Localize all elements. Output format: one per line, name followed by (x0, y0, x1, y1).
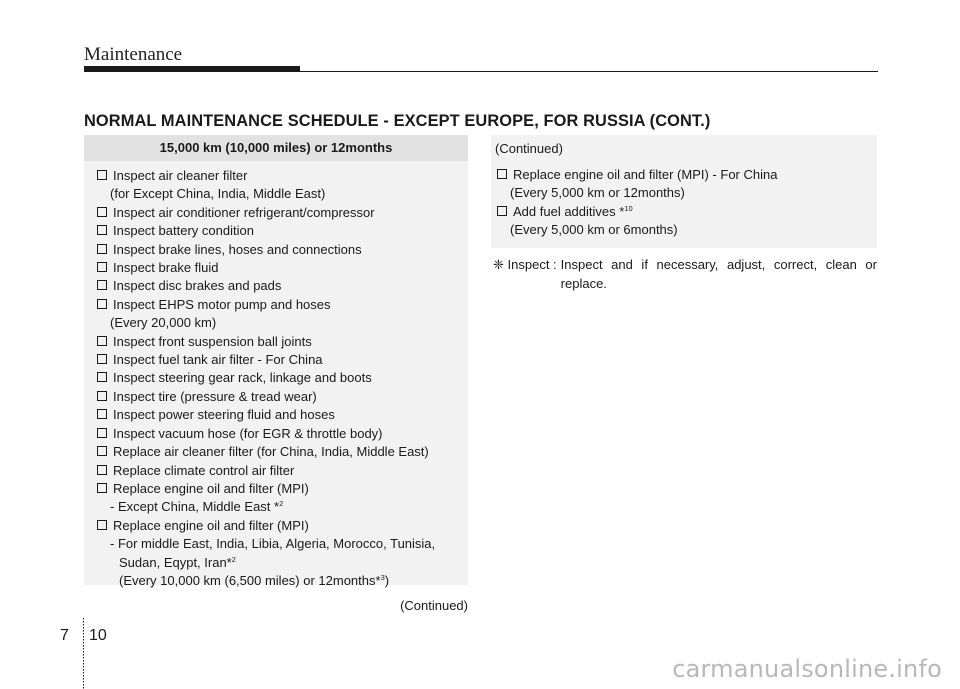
checklist-item-text: Inspect air conditioner refrigerant/compressor (113, 204, 375, 220)
detail-text: (Every 20,000 km) (110, 315, 217, 331)
checklist-item (97, 388, 468, 406)
checklist-item-text: Inspect battery condition (113, 223, 254, 239)
checklist-item-text: Replace climate control air filter (113, 462, 295, 478)
checklist-item (97, 517, 468, 535)
detail-text: (Every 10,000 km (6,500 miles) or 12months* (119, 572, 381, 588)
checklist-item (97, 259, 468, 277)
checkbox-icon (97, 207, 107, 217)
checklist-item-text: Inspect air cleaner filter (113, 168, 248, 183)
checkbox-icon (97, 336, 107, 346)
schedule-panel-left (84, 135, 468, 588)
schedule-panel-right (491, 135, 877, 248)
note-label (493, 256, 557, 293)
footnote-marker: 10 (624, 203, 633, 213)
checkbox-icon (97, 372, 107, 382)
checklist-item-text: Inspect brake lines, hoses and connections (113, 241, 362, 257)
section-title: NORMAL MAINTENANCE SCHEDULE - EXCEPT EUROPE, FOR RUSSIA (CONT.) (84, 112, 711, 130)
checklist-item (497, 166, 877, 184)
note-label-text: Inspect : (507, 257, 557, 272)
checklist-item-text: Inspect brake fluid (113, 260, 219, 276)
checklist-item (97, 462, 468, 480)
checklist-item-text: Inspect fuel tank air filter - For China (113, 352, 323, 368)
checkbox-icon (97, 391, 107, 401)
checklist-item-text: Inspect vacuum hose (for EGR & throttle body) (113, 425, 383, 441)
checklist-item (97, 167, 468, 185)
detail-text-end: ) (384, 572, 390, 588)
checklist-item-text: Replace air cleaner filter (for China, India, Middle East) (113, 444, 429, 460)
checklist-item (97, 222, 468, 240)
checklist-item-text: Add fuel additives * (513, 203, 625, 219)
checklist-item-text: Inspect steering gear rack, linkage and boots (113, 370, 372, 386)
checkbox-icon (97, 409, 107, 419)
continued-label-left: (Continued) (400, 598, 468, 613)
checkbox-icon (97, 428, 107, 438)
checklist-item-text: Inspect EHPS motor pump and hoses (113, 296, 331, 312)
checklist-item-detail (97, 314, 468, 332)
checkbox-icon (97, 170, 107, 180)
inspect-note (493, 256, 877, 293)
checklist-item-text: Replace engine oil and filter (MPI) - For China (513, 167, 778, 182)
checklist-item-detail (97, 535, 468, 553)
continued-label-right: (Continued) (495, 141, 563, 156)
interval-heading: 15,000 km (10,000 miles) or 12months (84, 135, 468, 161)
footnote-marker: 2 (279, 499, 284, 509)
checklist-item (97, 241, 468, 259)
checklist-item (97, 351, 468, 369)
page-number: 10 (89, 627, 107, 644)
detail-text: - Except China, Middle East * (110, 499, 280, 515)
header-title: Maintenance (84, 44, 183, 65)
checklist-item-detail (97, 498, 468, 516)
checklist-item (97, 333, 468, 351)
detail-text: - For middle East, India, Libia, Algeria, Morocco, Tunisia, (110, 536, 436, 552)
watermark: carmanualsonline.info (672, 655, 942, 683)
note-text: Inspect and if necessary, adjust, correct, clean or replace. (560, 257, 877, 291)
checklist-item-detail (97, 572, 468, 590)
checkbox-icon (97, 244, 107, 254)
checkbox-icon (497, 206, 507, 216)
page-number-separator (83, 618, 84, 689)
checkbox-icon (97, 483, 107, 493)
checklist-item (97, 277, 468, 295)
checkbox-icon (97, 520, 107, 530)
checklist-item-detail (497, 184, 877, 202)
note-symbol-icon: ❈ (493, 257, 504, 272)
footnote-marker: 2 (231, 554, 236, 564)
right-item-list (491, 158, 877, 240)
checklist-item-text: Replace engine oil and filter (MPI) (113, 480, 309, 496)
checkbox-icon (97, 446, 107, 456)
checklist-item (97, 204, 468, 222)
checklist-item-text: Replace engine oil and filter (MPI) (113, 517, 309, 533)
checkbox-icon (97, 225, 107, 235)
checklist-item-text: Inspect tire (pressure & tread wear) (113, 388, 317, 404)
checkbox-icon (97, 262, 107, 272)
footnote-marker: 3 (380, 572, 385, 582)
checklist-item (97, 406, 468, 424)
left-item-list (84, 161, 468, 590)
checklist-item-detail (497, 221, 877, 239)
detail-text: Sudan, Eqypt, Iran* (119, 554, 232, 570)
detail-text: (Every 5,000 km or 12months) (510, 185, 685, 201)
checkbox-icon (97, 465, 107, 475)
detail-text: (Every 5,000 km or 6months) (510, 222, 678, 238)
checklist-item (97, 296, 468, 314)
checklist-item-text: Inspect front suspension ball joints (113, 333, 312, 349)
checklist-item (97, 443, 468, 461)
detail-text: (for Except China, India, Middle East) (110, 186, 326, 202)
header-rule-thin (300, 71, 878, 72)
checklist-item-detail (97, 185, 468, 203)
checklist-item (497, 203, 877, 221)
checklist-item-detail (97, 554, 468, 572)
header-rule-thick (84, 66, 300, 72)
checkbox-icon (497, 169, 507, 179)
checklist-item-text: Inspect power steering fluid and hoses (113, 407, 335, 423)
chapter-number: 7 (60, 627, 69, 644)
checkbox-icon (97, 354, 107, 364)
checklist-item (97, 369, 468, 387)
checklist-item-text: Inspect disc brakes and pads (113, 278, 282, 294)
checklist-item (97, 480, 468, 498)
checkbox-icon (97, 280, 107, 290)
checkbox-icon (97, 299, 107, 309)
checklist-item (97, 425, 468, 443)
